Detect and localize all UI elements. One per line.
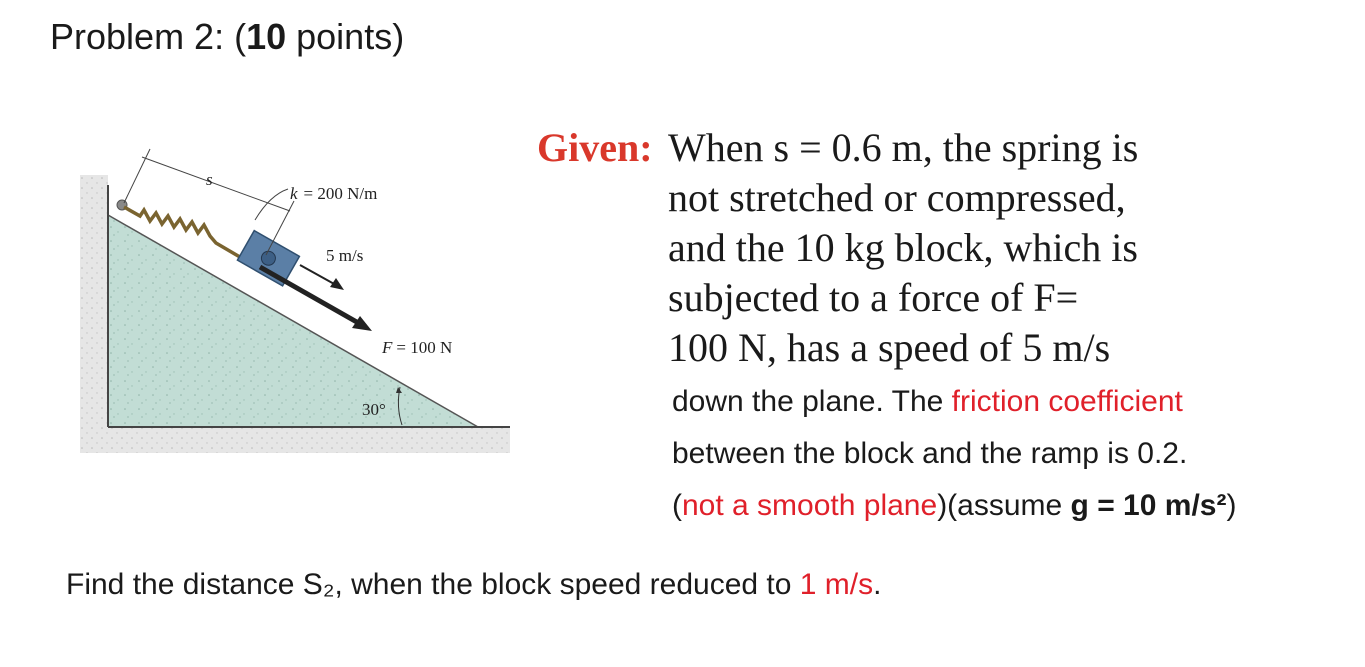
- find-statement: [66, 568, 881, 602]
- given-line-6: [672, 385, 1183, 419]
- incline-spring-diagram: [80, 125, 520, 465]
- friction-coefficient-highlight: friction coefficient: [951, 385, 1183, 418]
- not-smooth-highlight: not a smooth plane: [682, 489, 938, 522]
- title-suffix: points): [286, 16, 405, 57]
- target-speed-highlight: 1 m/s: [799, 568, 874, 601]
- block: [237, 231, 299, 286]
- given-line-7: between the block and the ramp is 0.2.: [672, 437, 1188, 470]
- problem-title: [50, 16, 404, 58]
- velocity-arrow: [300, 265, 336, 285]
- given-line-8: [672, 489, 1236, 523]
- given-line-3: and the 10 kg block, which is: [668, 225, 1138, 270]
- title-points: 10: [246, 16, 287, 57]
- s-dimension-label: s: [206, 170, 213, 189]
- given-label: Given:: [537, 125, 653, 170]
- gravity-value: g = 10 m/s²: [1070, 489, 1227, 522]
- find-text: Find the distance S₂, when the block speed reduced to: [66, 568, 800, 601]
- k-label: k = 200 N/m: [290, 184, 378, 203]
- line8-assume: )(assume: [937, 489, 1071, 522]
- line8-open: (: [672, 489, 682, 522]
- line8-close: ): [1226, 489, 1237, 522]
- line6-text: down the plane. The: [672, 385, 952, 418]
- given-line-4: subjected to a force of F=: [668, 275, 1079, 320]
- given-line-5: 100 N, has a speed of 5 m/s: [668, 325, 1111, 370]
- given-line-2: not stretched or compressed,: [668, 175, 1126, 220]
- title-prefix: Problem 2: (: [50, 16, 247, 57]
- angle-label: 30°: [362, 400, 386, 419]
- find-period: .: [873, 568, 882, 601]
- given-line-1: When s = 0.6 m, the spring is: [668, 125, 1139, 170]
- force-label: F = 100 N: [382, 338, 453, 357]
- velocity-label: 5 m/s: [326, 246, 364, 265]
